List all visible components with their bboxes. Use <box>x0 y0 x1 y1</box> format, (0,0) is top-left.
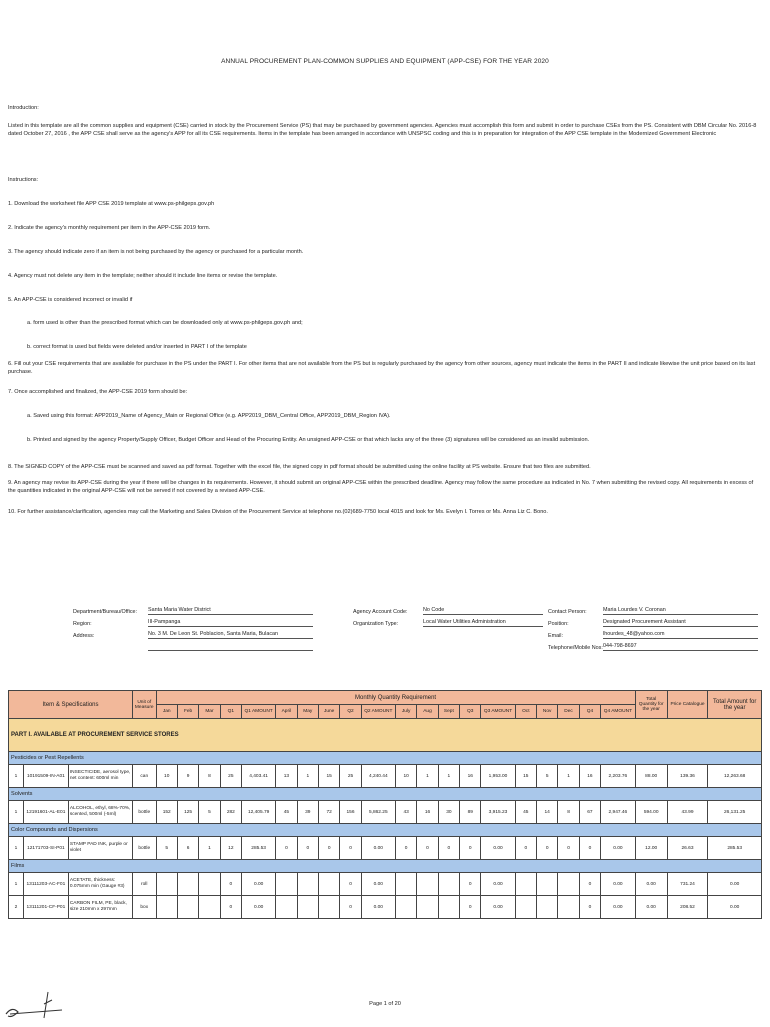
qty-cell: 16 <box>417 801 438 824</box>
instruction-item: a. form used is other than the prescribed format which can be downloaded only at www.ps-philgeps.gov.ph and; <box>27 320 303 326</box>
info-value: lhourdes_48@yahoo.com <box>603 631 758 639</box>
header-month: May <box>297 705 318 719</box>
qty-cell: 45 <box>515 801 536 824</box>
qty-cell <box>537 873 558 896</box>
qty-cell: 0.00 <box>601 837 636 860</box>
item-number: 1 <box>9 873 24 896</box>
qty-cell: 89 <box>460 801 481 824</box>
info-value: No Code <box>423 607 543 615</box>
instruction-item: b. correct format is used but fields were deleted and/or inserted in PART I of the template <box>27 344 247 350</box>
qty-cell: 13 <box>276 765 297 788</box>
info-row <box>353 603 543 615</box>
category-row: Pesticides or Pest Repellents <box>9 752 762 765</box>
qty-cell: 0 <box>579 873 600 896</box>
header-total-amount: Total Amount for the year <box>708 691 762 719</box>
qty-cell: 30 <box>438 801 459 824</box>
info-label: Organization Type: <box>353 621 399 627</box>
qty-cell: 0.00 <box>708 873 762 896</box>
header-items: Item & Specifications <box>9 691 133 719</box>
table-row <box>9 837 762 860</box>
instruction-item: 2. Indicate the agency's monthly requirement per item in the APP-CSE 2019 form. <box>8 225 211 231</box>
qty-cell: 0.00 <box>361 873 395 896</box>
instructions-heading: Instructions: <box>8 177 39 183</box>
item-unit: can <box>133 765 157 788</box>
qty-cell: 208.52 <box>667 896 708 919</box>
qty-cell: 5 <box>156 837 177 860</box>
info-row <box>548 615 758 627</box>
qty-cell <box>417 896 438 919</box>
header-month: April <box>276 705 297 719</box>
qty-cell: 0 <box>537 837 558 860</box>
qty-cell: 0 <box>460 837 481 860</box>
instruction-item: 7. Once accomplished and finalized, the APP-CSE 2019 form should be: <box>8 389 188 395</box>
qty-cell: 0 <box>340 896 361 919</box>
info-value: No. 3 M. De Leon St. Poblacion, Santa Maria, Bulacan <box>148 631 313 639</box>
item-code: 13111203-AC-F01 <box>23 873 68 896</box>
info-row <box>73 627 313 639</box>
qty-cell: 12,405.79 <box>242 801 276 824</box>
qty-cell: 594.00 <box>635 801 667 824</box>
item-unit: box <box>133 896 157 919</box>
qty-cell: 0 <box>460 873 481 896</box>
header-month: Q3 <box>460 705 481 719</box>
qty-cell: 0 <box>579 896 600 919</box>
qty-cell <box>156 896 177 919</box>
header-month: Mar <box>199 705 220 719</box>
qty-cell <box>297 896 318 919</box>
qty-cell <box>199 873 220 896</box>
qty-cell: 156 <box>340 801 361 824</box>
header-month: Q2 AMOUNT <box>361 705 395 719</box>
qty-cell <box>515 896 536 919</box>
qty-cell: 0.00 <box>708 896 762 919</box>
table-row <box>9 801 762 824</box>
qty-cell <box>177 896 198 919</box>
qty-cell: 15 <box>515 765 536 788</box>
qty-cell: 12,263.68 <box>708 765 762 788</box>
info-row <box>73 603 313 615</box>
item-spec: INSECTICIDE, aerosol type, net content: 600ml min <box>68 765 132 788</box>
qty-cell: 1,953.00 <box>481 765 515 788</box>
item-number: 1 <box>9 801 24 824</box>
qty-cell: 0 <box>417 837 438 860</box>
qty-cell <box>276 896 297 919</box>
info-value: Designated Procurement Assistant <box>603 619 758 627</box>
qty-cell: 0 <box>276 837 297 860</box>
info-label: Position: <box>548 621 569 627</box>
agency-info-col2 <box>353 603 543 627</box>
info-value: Local Water Utilities Administration <box>423 619 543 627</box>
qty-cell: 0.00 <box>635 896 667 919</box>
category-row: Films <box>9 860 762 873</box>
qty-cell <box>515 873 536 896</box>
qty-cell: 6 <box>177 837 198 860</box>
item-spec: CARBON FILM, PE, black, size 210mm x 297mm <box>68 896 132 919</box>
qty-cell: 10 <box>395 765 416 788</box>
info-label: Contact Person: <box>548 609 587 615</box>
qty-cell: 88.00 <box>635 765 667 788</box>
qty-cell <box>537 896 558 919</box>
header-month: Aug <box>417 705 438 719</box>
qty-cell: 0 <box>460 896 481 919</box>
qty-cell: 25 <box>220 765 241 788</box>
info-row <box>548 639 758 651</box>
item-unit: bottle <box>133 837 157 860</box>
instruction-item: 8. The SIGNED COPY of the APP-CSE must be scanned and saved as pdf format. Together with the excel file, the signed copy in pdf format should be submitted using the online facility at PS website. Ensure that two files are submitted. <box>8 464 591 470</box>
info-row <box>73 639 313 651</box>
instruction-item: a. Saved using this format: APP2019_Name of Agency_Main or Regional Office (e.g. APP2019_DBM_Central Office, APP2019_DBM_Region IVA). <box>27 413 391 419</box>
intro-heading: Introduction: <box>8 105 39 111</box>
qty-cell <box>417 873 438 896</box>
qty-cell: 1 <box>297 765 318 788</box>
qty-cell: 0.00 <box>601 873 636 896</box>
qty-cell: 12 <box>220 837 241 860</box>
qty-cell <box>318 896 339 919</box>
qty-cell: 14 <box>537 801 558 824</box>
header-month: Q3 AMOUNT <box>481 705 515 719</box>
qty-cell: 1 <box>438 765 459 788</box>
qty-cell: 0 <box>438 837 459 860</box>
intro-text: Listed in this template are all the common supplies and equipment (CSE) carried in stock by the Procurement Service (PS) that may be purchased by government agencies. Agencies must accomplish this form and submit in order to purchase CSEs from the PS. Consistent with DBM Circular No. 2016-8 dated October 27, 2016 , the APP CSE shall serve as the agency's APP for all its CSE requirements. Items in the template has been arranged in accordance with UNSPSC coding and this is in preparation for integration of the APP CSE template in the Modernized Government Electronic <box>8 123 757 137</box>
info-value: Maria Lourdes V. Coronan <box>603 607 758 615</box>
qty-cell: 1 <box>199 837 220 860</box>
qty-cell: 16 <box>460 765 481 788</box>
info-value: Santa Maria Water District <box>148 607 313 615</box>
page-number: Page 1 of 20 <box>369 1001 401 1007</box>
qty-cell: 0.00 <box>481 837 515 860</box>
qty-cell <box>276 873 297 896</box>
qty-cell: 0.00 <box>242 896 276 919</box>
qty-cell: 0.00 <box>635 873 667 896</box>
qty-cell: 67 <box>579 801 600 824</box>
qty-cell: 72 <box>318 801 339 824</box>
header-month: June <box>318 705 339 719</box>
header-month: Q1 <box>220 705 241 719</box>
header-month: Feb <box>177 705 198 719</box>
qty-cell: 5 <box>199 801 220 824</box>
qty-cell: 0.00 <box>481 873 515 896</box>
agency-info-col1 <box>73 603 313 651</box>
info-label: Email: <box>548 633 563 639</box>
table-row <box>9 873 762 896</box>
qty-cell: 5,862.25 <box>361 801 395 824</box>
qty-cell: 0 <box>579 837 600 860</box>
qty-cell: 39 <box>297 801 318 824</box>
instruction-item: 9. An agency may revise its APP-CSE during the year if there will be changes in its requirements. However, it should submit an original APP-CSE within the prescribed deadline. Agency may follow the same procedure as indicated in No. 7 when submitting the revised copy. All requirements in excess of the quantities indicated in the original APP-CSE will not be served if not covered by a revised APP-CSE. <box>8 480 754 494</box>
item-spec: ACETATE, thickness: 0.075mm min (Gauge #3) <box>68 873 132 896</box>
qty-cell: 8 <box>558 801 579 824</box>
header-unit: Unit of Measure <box>133 691 157 719</box>
qty-cell <box>438 896 459 919</box>
header-month: Q4 AMOUNT <box>601 705 636 719</box>
item-spec: STAMP PAD INK, purple or violet <box>68 837 132 860</box>
item-unit: bottle <box>133 801 157 824</box>
header-month: Q2 <box>340 705 361 719</box>
table-row <box>9 765 762 788</box>
instruction-item: 4. Agency must not delete any item in the template; neither should it include line items or revise the template. <box>8 273 278 279</box>
qty-cell: 45 <box>276 801 297 824</box>
item-code: 13111201-CF-P01 <box>23 896 68 919</box>
qty-cell: 1 <box>558 765 579 788</box>
qty-cell: 125 <box>177 801 198 824</box>
qty-cell: 9 <box>177 765 198 788</box>
qty-cell: 0 <box>340 837 361 860</box>
qty-cell <box>318 873 339 896</box>
info-value: 044-798-8697 <box>603 643 758 651</box>
qty-cell: 285.53 <box>708 837 762 860</box>
instruction-item: 1. Download the worksheet file APP CSE 2019 template at www.ps-philgeps.gov.ph <box>8 201 215 207</box>
item-code: 12191601-AL-E01 <box>23 801 68 824</box>
header-month: Oct <box>515 705 536 719</box>
info-label: Agency Account Code: <box>353 609 408 615</box>
info-row <box>548 603 758 615</box>
info-label: Region: <box>73 621 92 627</box>
qty-cell: 0 <box>340 873 361 896</box>
item-number: 2 <box>9 896 24 919</box>
qty-cell <box>177 873 198 896</box>
qty-cell: 2,203.76 <box>601 765 636 788</box>
requirements-table <box>8 690 762 919</box>
qty-cell <box>558 896 579 919</box>
qty-cell: 8 <box>199 765 220 788</box>
qty-cell: 0 <box>318 837 339 860</box>
header-month: Nov <box>537 705 558 719</box>
qty-cell: 43.99 <box>667 801 708 824</box>
qty-cell <box>558 873 579 896</box>
header-month: Dec <box>558 705 579 719</box>
header-total-qty: Total Quantity for the year <box>635 691 667 719</box>
item-code: 12171703-SI-P01 <box>23 837 68 860</box>
qty-cell: 15 <box>318 765 339 788</box>
header-price: Price Catalogue <box>667 691 708 719</box>
qty-cell: 152 <box>156 801 177 824</box>
qty-cell <box>156 873 177 896</box>
instruction-item: 10. For further assistance/clarification, agencies may call the Marketing and Sales Division of the Procurement Service at telephone no.(02)689-7750 local 4015 and look for Ms. Evelyn I. Torres or Ms. Anna Liz C. Bono. <box>8 509 548 515</box>
qty-cell: 0 <box>297 837 318 860</box>
qty-cell <box>395 896 416 919</box>
qty-cell: 26,131.25 <box>708 801 762 824</box>
qty-cell: 282 <box>220 801 241 824</box>
qty-cell: 5 <box>537 765 558 788</box>
qty-cell: 2,947.46 <box>601 801 636 824</box>
qty-cell: 10 <box>156 765 177 788</box>
header-month: Q4 <box>579 705 600 719</box>
agency-info-col3 <box>548 603 758 651</box>
header-monthly: Monthly Quantity Requirement <box>156 691 635 705</box>
qty-cell <box>438 873 459 896</box>
info-label: Department/Bureau/Office: <box>73 609 138 615</box>
qty-cell: 0 <box>515 837 536 860</box>
qty-cell: 4,240.44 <box>361 765 395 788</box>
signature-mark <box>4 988 64 1027</box>
qty-cell: 26.63 <box>667 837 708 860</box>
qty-cell: 4,403.41 <box>242 765 276 788</box>
info-value <box>148 649 313 651</box>
part-label: PART I. AVAILABLE AT PROCUREMENT SERVICE STORES <box>9 719 762 752</box>
category-row: Color Compounds and Dispersions <box>9 824 762 837</box>
header-month: Q1 AMOUNT <box>242 705 276 719</box>
info-label: Telephone/Mobile Nos: <box>548 645 603 651</box>
qty-cell: 0 <box>558 837 579 860</box>
header-month: Jan <box>156 705 177 719</box>
qty-cell: 0 <box>220 896 241 919</box>
info-row <box>73 615 313 627</box>
item-unit: roll <box>133 873 157 896</box>
qty-cell <box>297 873 318 896</box>
info-row <box>353 615 543 627</box>
item-number: 1 <box>9 765 24 788</box>
info-label: Address: <box>73 633 95 639</box>
qty-cell: 0.00 <box>361 896 395 919</box>
instruction-item: 5. An APP-CSE is considered incorrect or invalid if <box>8 297 133 303</box>
instruction-item: b. Printed and signed by the agency Property/Supply Officer, Budget Officer and Head of the Procuring Entity. An unsigned APP-CSE or that which lacks any of the three (3) signatures will be considered as an invalid submission. <box>27 437 590 443</box>
qty-cell: 285.53 <box>242 837 276 860</box>
qty-cell: 1 <box>417 765 438 788</box>
qty-cell: 139.36 <box>667 765 708 788</box>
qty-cell: 0.00 <box>481 896 515 919</box>
qty-cell: 0.00 <box>601 896 636 919</box>
qty-cell: 43 <box>395 801 416 824</box>
qty-cell: 3,915.23 <box>481 801 515 824</box>
qty-cell <box>395 873 416 896</box>
qty-cell: 0.00 <box>242 873 276 896</box>
qty-cell <box>199 896 220 919</box>
header-month: Sept <box>438 705 459 719</box>
qty-cell: 731.24 <box>667 873 708 896</box>
qty-cell: 12.00 <box>635 837 667 860</box>
document-title: ANNUAL PROCUREMENT PLAN-COMMON SUPPLIES AND EQUIPMENT (APP-CSE) FOR THE YEAR 2020 <box>221 58 549 65</box>
table-row <box>9 896 762 919</box>
info-value: III-Pampanga <box>148 619 313 627</box>
qty-cell: 0 <box>220 873 241 896</box>
item-code: 10191509-IN-A01 <box>23 765 68 788</box>
qty-cell: 16 <box>579 765 600 788</box>
header-month: July <box>395 705 416 719</box>
instruction-item: 3. The agency should indicate zero if an item is not being purchased by the agency or purchased for a particular month. <box>8 249 304 255</box>
qty-cell: 0 <box>395 837 416 860</box>
qty-cell: 0.00 <box>361 837 395 860</box>
qty-cell: 25 <box>340 765 361 788</box>
category-row: Solvents <box>9 788 762 801</box>
instruction-item: 6. Fill out your CSE requirements that are available for purchase in the PS under the PART I. For other items that are not available from the PS but is regularly purchased by the agency from other sources, agency must indicate the items in the PART II and indicate likewise the unit price based on its last purchase. <box>8 361 756 375</box>
item-number: 1 <box>9 837 24 860</box>
info-row <box>548 627 758 639</box>
item-spec: ALCOHOL, ethyl, 68%-70%, scented, 500ml (-5ml) <box>68 801 132 824</box>
